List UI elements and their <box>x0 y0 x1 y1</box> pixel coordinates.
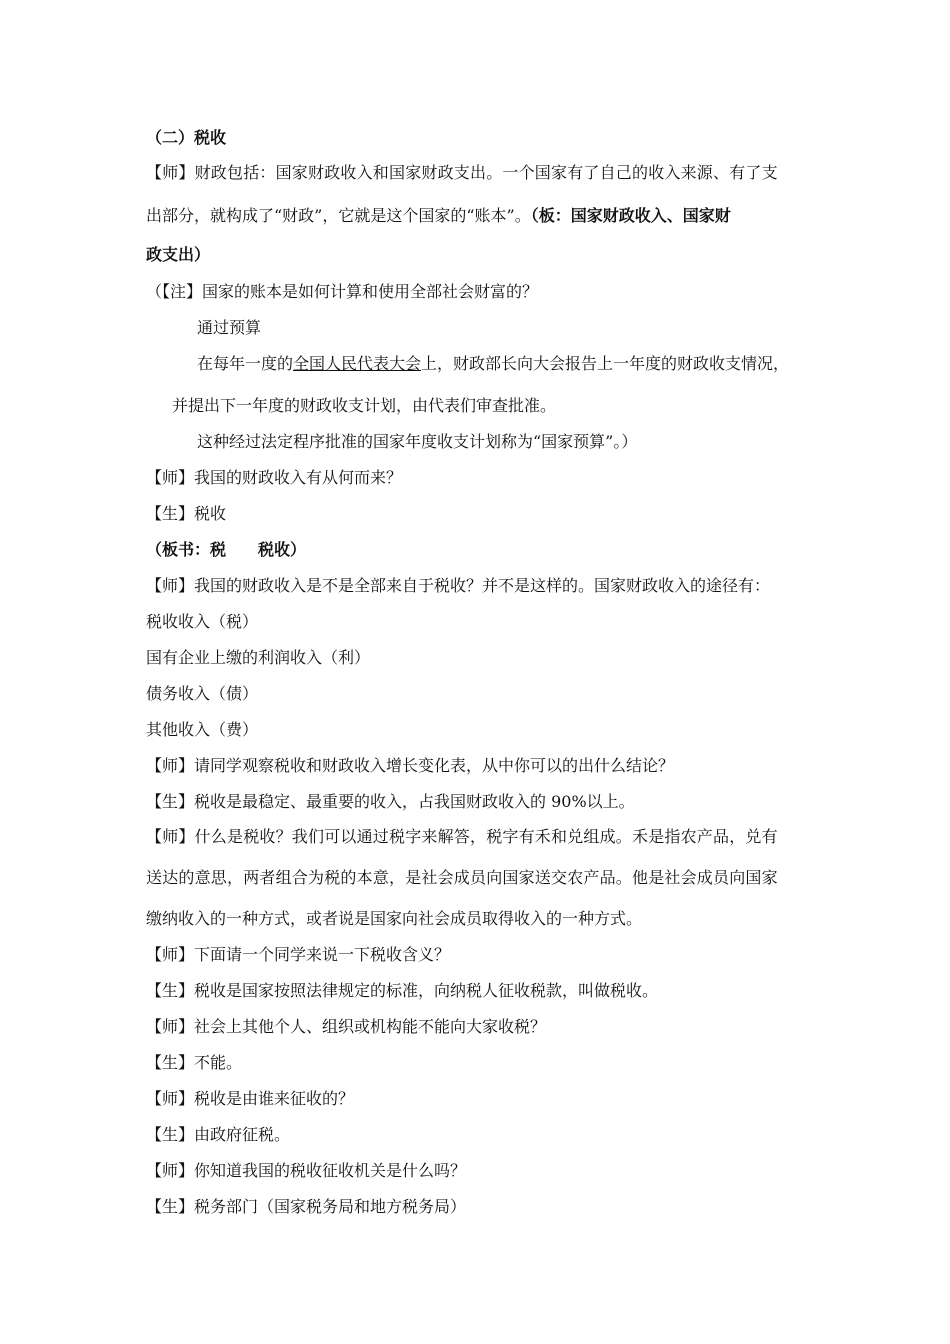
teacher-line-cont: 送达的意思，两者组合为税的本意，是社会成员向国家送交农产品。他是社会成员向国家 <box>146 868 778 887</box>
teacher-line-cont: 缴纳收入的一种方式，或者说是国家向社会成员取得收入的一种方式。 <box>146 909 643 928</box>
list-item: 债务收入（债） <box>146 684 259 703</box>
teacher-line: 【师】下面请一个同学来说一下税收含义？ <box>146 945 451 964</box>
teacher-line-cont <box>146 205 731 227</box>
student-line: 【生】税务部门（国家税务局和地方税务局） <box>146 1197 467 1216</box>
board-note: （板：国家财政收入、国家财 <box>530 206 731 225</box>
teacher-line: 【师】财政包括：国家财政收入和国家财政支出。一个国家有了自己的收入来源、有了支 <box>146 163 778 182</box>
section-heading: （二）税收 <box>146 128 227 147</box>
board-note: （板书：税 税收） <box>146 540 307 559</box>
teacher-line: 【师】税收是由谁来征收的？ <box>146 1089 355 1108</box>
note-question: （【注】国家的账本是如何计算和使用全部社会财富的？ <box>146 282 539 301</box>
note-answer: 通过预算 <box>197 318 262 337</box>
note-text: 上，财政部长向大会报告上一年度的财政收支情况， <box>421 354 790 373</box>
teacher-line: 【师】什么是税收？我们可以通过税字来解答，税字有禾和兑组成。禾是指农产品，兑有 <box>146 827 778 846</box>
note-paragraph-2: 这种经过法定程序批准的国家年度收支计划称为“国家预算”。） <box>197 432 638 451</box>
note-paragraph <box>197 353 789 375</box>
student-line: 【生】由政府征税。 <box>146 1125 291 1144</box>
note-text: 在每年一度的 <box>197 354 294 373</box>
student-line: 【生】税收是最稳定、最重要的收入，占我国财政收入的 90%以上。 <box>146 792 635 811</box>
teacher-line: 【师】请同学观察税收和财政收入增长变化表，从中你可以的出什么结论？ <box>146 756 675 775</box>
board-note-cont: 政支出） <box>146 245 211 264</box>
teacher-line: 【师】我国的财政收入有从何而来？ <box>146 468 403 487</box>
student-line: 【生】税收 <box>146 504 227 523</box>
teacher-line: 【师】我国的财政收入是不是全部来自于税收？并不是这样的。国家财政收入的途径有： <box>146 576 771 595</box>
note-paragraph-cont: 并提出下一年度的财政收支计划，由代表们审查批准。 <box>172 396 557 415</box>
teacher-line: 【师】社会上其他个人、组织或机构能不能向大家收税？ <box>146 1017 547 1036</box>
student-line: 【生】税收是国家按照法律规定的标准，向纳税人征收税款，叫做税收。 <box>146 981 659 1000</box>
list-item: 国有企业上缴的利润收入（利） <box>146 648 371 667</box>
teacher-line: 【师】你知道我国的税收征收机关是什么吗？ <box>146 1161 467 1180</box>
paragraph-text: 出部分，就构成了“财政”，它就是这个国家的“账本”。 <box>146 206 531 225</box>
list-item: 其他收入（费） <box>146 720 259 739</box>
list-item: 税收收入（税） <box>146 612 259 631</box>
student-line: 【生】不能。 <box>146 1053 243 1072</box>
npc-link[interactable]: 全国人民代表大会 <box>293 354 422 373</box>
